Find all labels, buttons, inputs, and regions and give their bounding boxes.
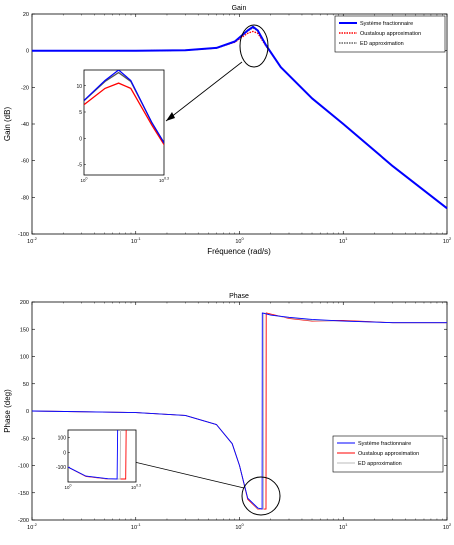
y-tick-label: 20 bbox=[22, 12, 29, 18]
x-tick-label: $10^1$ bbox=[339, 522, 348, 531]
phase-legend-label: ED approximation bbox=[358, 461, 402, 467]
gain-title: Gain bbox=[231, 5, 247, 12]
x-tick-label: $10^{-2}$ bbox=[27, 522, 37, 531]
x-tick-label: $10^1$ bbox=[339, 236, 348, 245]
y-tick-label: -40 bbox=[21, 122, 29, 128]
y-tick-label: 100 bbox=[19, 354, 29, 361]
y-tick-label: -80 bbox=[21, 195, 29, 202]
y-tick-label: -20 bbox=[21, 85, 29, 92]
inset-y-tick-label: 5 bbox=[79, 110, 82, 116]
gain-xlabel: Fréquence (rad/s) bbox=[207, 247, 271, 256]
x-tick-label: $10^{-1}$ bbox=[130, 236, 141, 245]
phase-panel bbox=[0, 293, 454, 531]
inset-y-tick-label: 0 bbox=[63, 450, 66, 457]
inset-y-tick-label: 0 bbox=[79, 136, 82, 143]
y-tick-label: -100 bbox=[17, 232, 29, 238]
phase-legend bbox=[333, 436, 443, 472]
y-tick-label: 0 bbox=[25, 48, 29, 55]
x-tick-label: $10^0$ bbox=[235, 236, 244, 245]
x-tick-label: $10^2$ bbox=[442, 522, 452, 531]
y-tick-label: -60 bbox=[21, 158, 29, 165]
x-tick-label: $10^2$ bbox=[442, 236, 452, 245]
inset-x-tick-label: $10^{0.3}$ bbox=[131, 483, 141, 490]
inset-y-tick-label: -100 bbox=[55, 465, 66, 472]
inset-x-tick-label: $10^0$ bbox=[80, 176, 88, 183]
inset-y-tick-label: -5 bbox=[77, 162, 82, 169]
inset-y-tick-label: 100 bbox=[57, 435, 66, 442]
phase-title: Phase bbox=[229, 293, 249, 300]
phase-ylabel: Phase (deg) bbox=[3, 389, 12, 433]
y-tick-label: -150 bbox=[17, 490, 29, 497]
gain-legend-label: Système fractionnaire bbox=[360, 21, 414, 27]
x-tick-label: $10^{-1}$ bbox=[130, 522, 141, 531]
y-tick-label: 50 bbox=[22, 381, 29, 388]
y-tick-label: -50 bbox=[21, 436, 29, 443]
y-tick-label: -100 bbox=[17, 463, 29, 470]
inset-x-tick-label: $10^{0.3}$ bbox=[159, 176, 169, 183]
x-tick-label: $10^0$ bbox=[235, 522, 244, 531]
y-tick-label: 0 bbox=[25, 409, 29, 415]
x-tick-label: $10^{-2}$ bbox=[27, 236, 37, 245]
y-tick-label: -200 bbox=[17, 518, 29, 524]
y-tick-label: 150 bbox=[19, 327, 29, 334]
gain-legend bbox=[335, 16, 445, 52]
inset-y-tick-label: 10 bbox=[76, 83, 82, 90]
phase-legend-label: Système fractionnaire bbox=[358, 441, 412, 447]
inset-x-tick-label: $10^0$ bbox=[64, 483, 72, 490]
phase-legend-label: Oustaloup approximation bbox=[358, 451, 420, 457]
gain-ylabel: Gain (dB) bbox=[3, 106, 12, 142]
gain-legend-label: ED approximation bbox=[360, 41, 404, 47]
y-tick-label: 200 bbox=[19, 300, 29, 306]
gain-legend-label: Oustaloup approximation bbox=[360, 31, 422, 37]
